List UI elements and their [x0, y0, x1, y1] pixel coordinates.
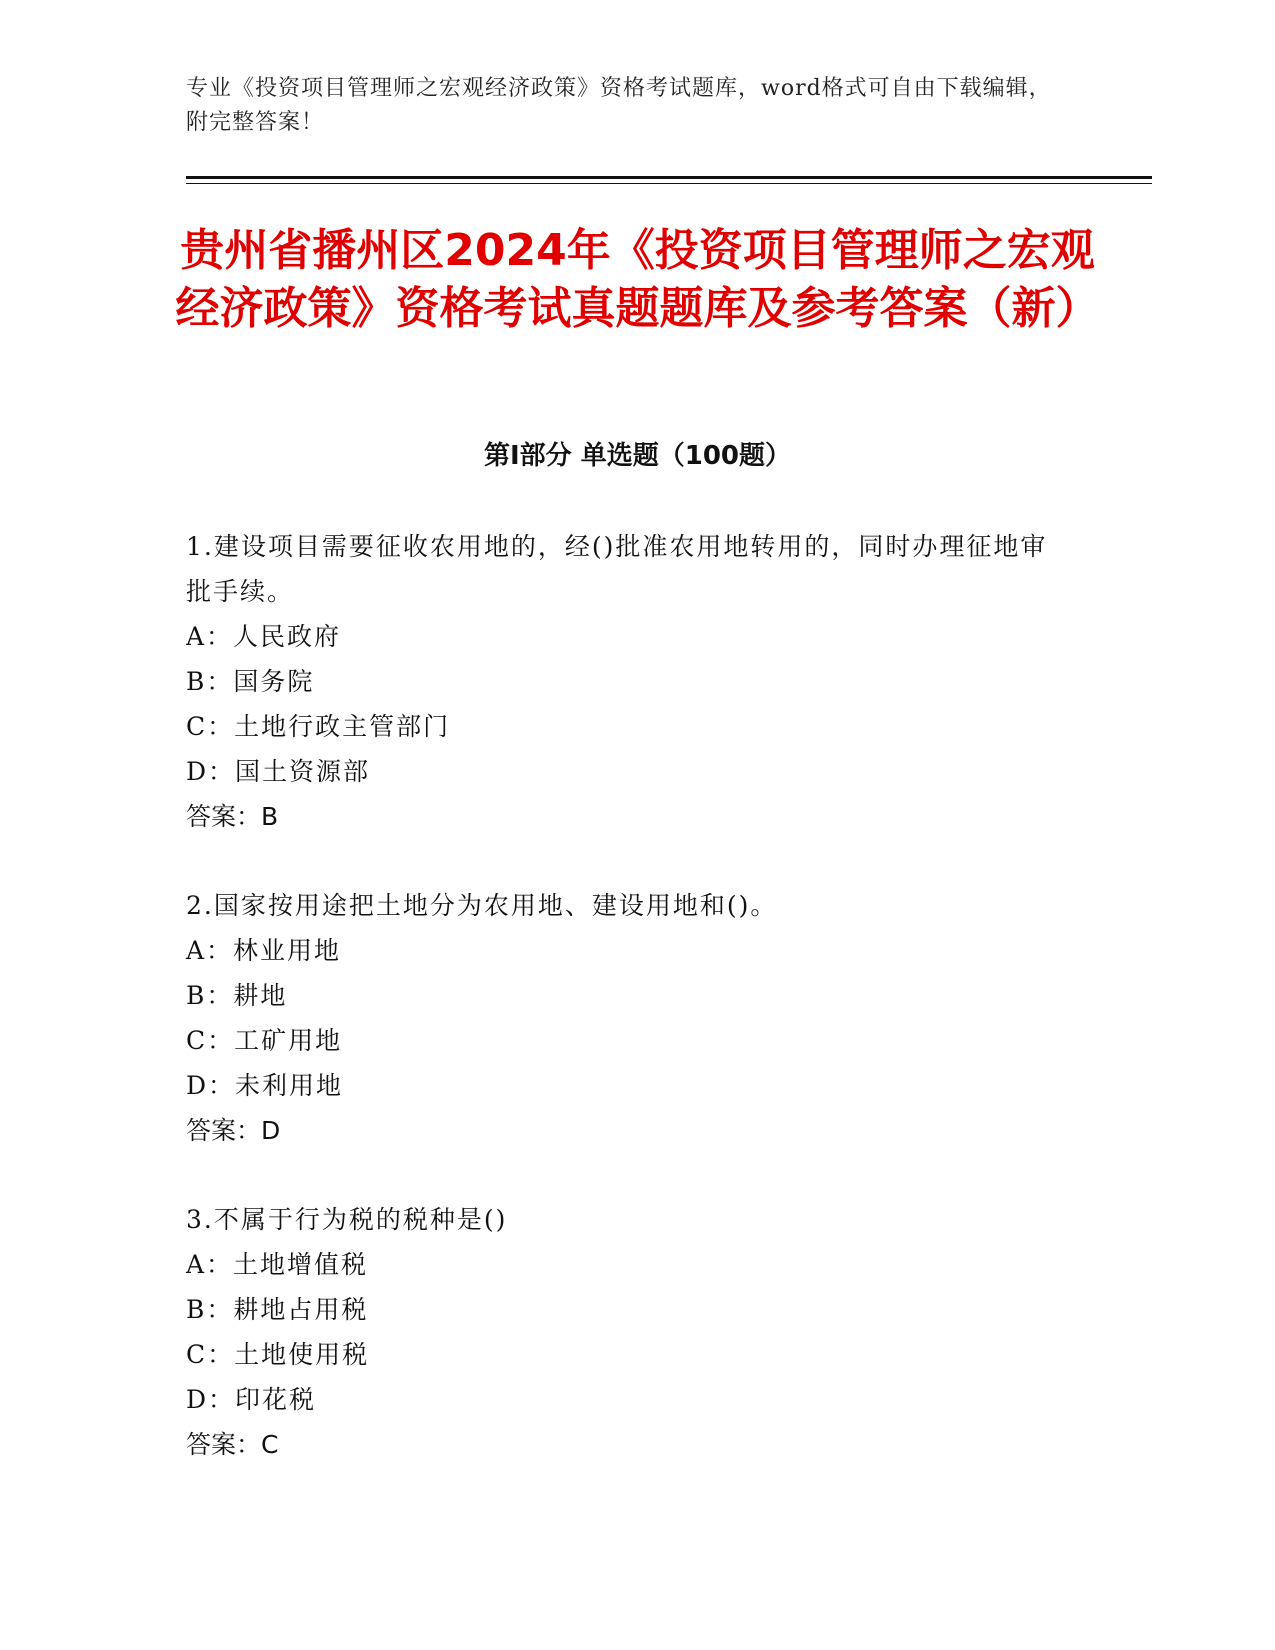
question-item-3	[186, 1197, 1066, 1467]
question-stem: 3.不属于行为税的税种是()	[186, 1205, 508, 1234]
answer: 答案：D	[186, 1116, 281, 1145]
option-c: C：土地行政主管部门	[186, 712, 451, 741]
option-d: D：未利用地	[186, 1071, 344, 1100]
question-item-2	[186, 883, 1066, 1153]
question-stem: 2.国家按用途把土地分为农用地、建设用地和()。	[186, 891, 778, 920]
option-b: B：国务院	[186, 667, 315, 696]
header-divider-thin	[186, 183, 1152, 184]
option-b: B：耕地	[186, 981, 288, 1010]
answer: 答案：C	[186, 1430, 279, 1459]
option-d: D：印花税	[186, 1385, 317, 1414]
answer: 答案：B	[186, 802, 279, 831]
question-list	[186, 524, 1066, 1511]
question-stem: 1.建设项目需要征收农用地的，经()批准农用地转用的，同时办理征地审批手续。	[186, 532, 1048, 606]
document-title: 贵州省播州区2024年《投资项目管理师之宏观经济政策》资格考试真题题库及参考答案（新）	[175, 225, 1100, 334]
option-a: A：林业用地	[186, 936, 342, 965]
option-a: A：土地增值税	[186, 1250, 369, 1279]
question-item-1	[186, 524, 1066, 839]
section-heading: 第I部分 单选题（100题）	[484, 441, 791, 471]
option-c: C：工矿用地	[186, 1026, 343, 1055]
header-divider-thick	[186, 176, 1152, 179]
option-b: B：耕地占用税	[186, 1295, 369, 1324]
option-d: D：国土资源部	[186, 757, 371, 786]
option-a: A：人民政府	[186, 622, 342, 651]
option-c: C：土地使用税	[186, 1340, 370, 1369]
header-note: 专业《投资项目管理师之宏观经济政策》资格考试题库，word格式可自由下载编辑，附完整答案！	[186, 76, 1052, 135]
